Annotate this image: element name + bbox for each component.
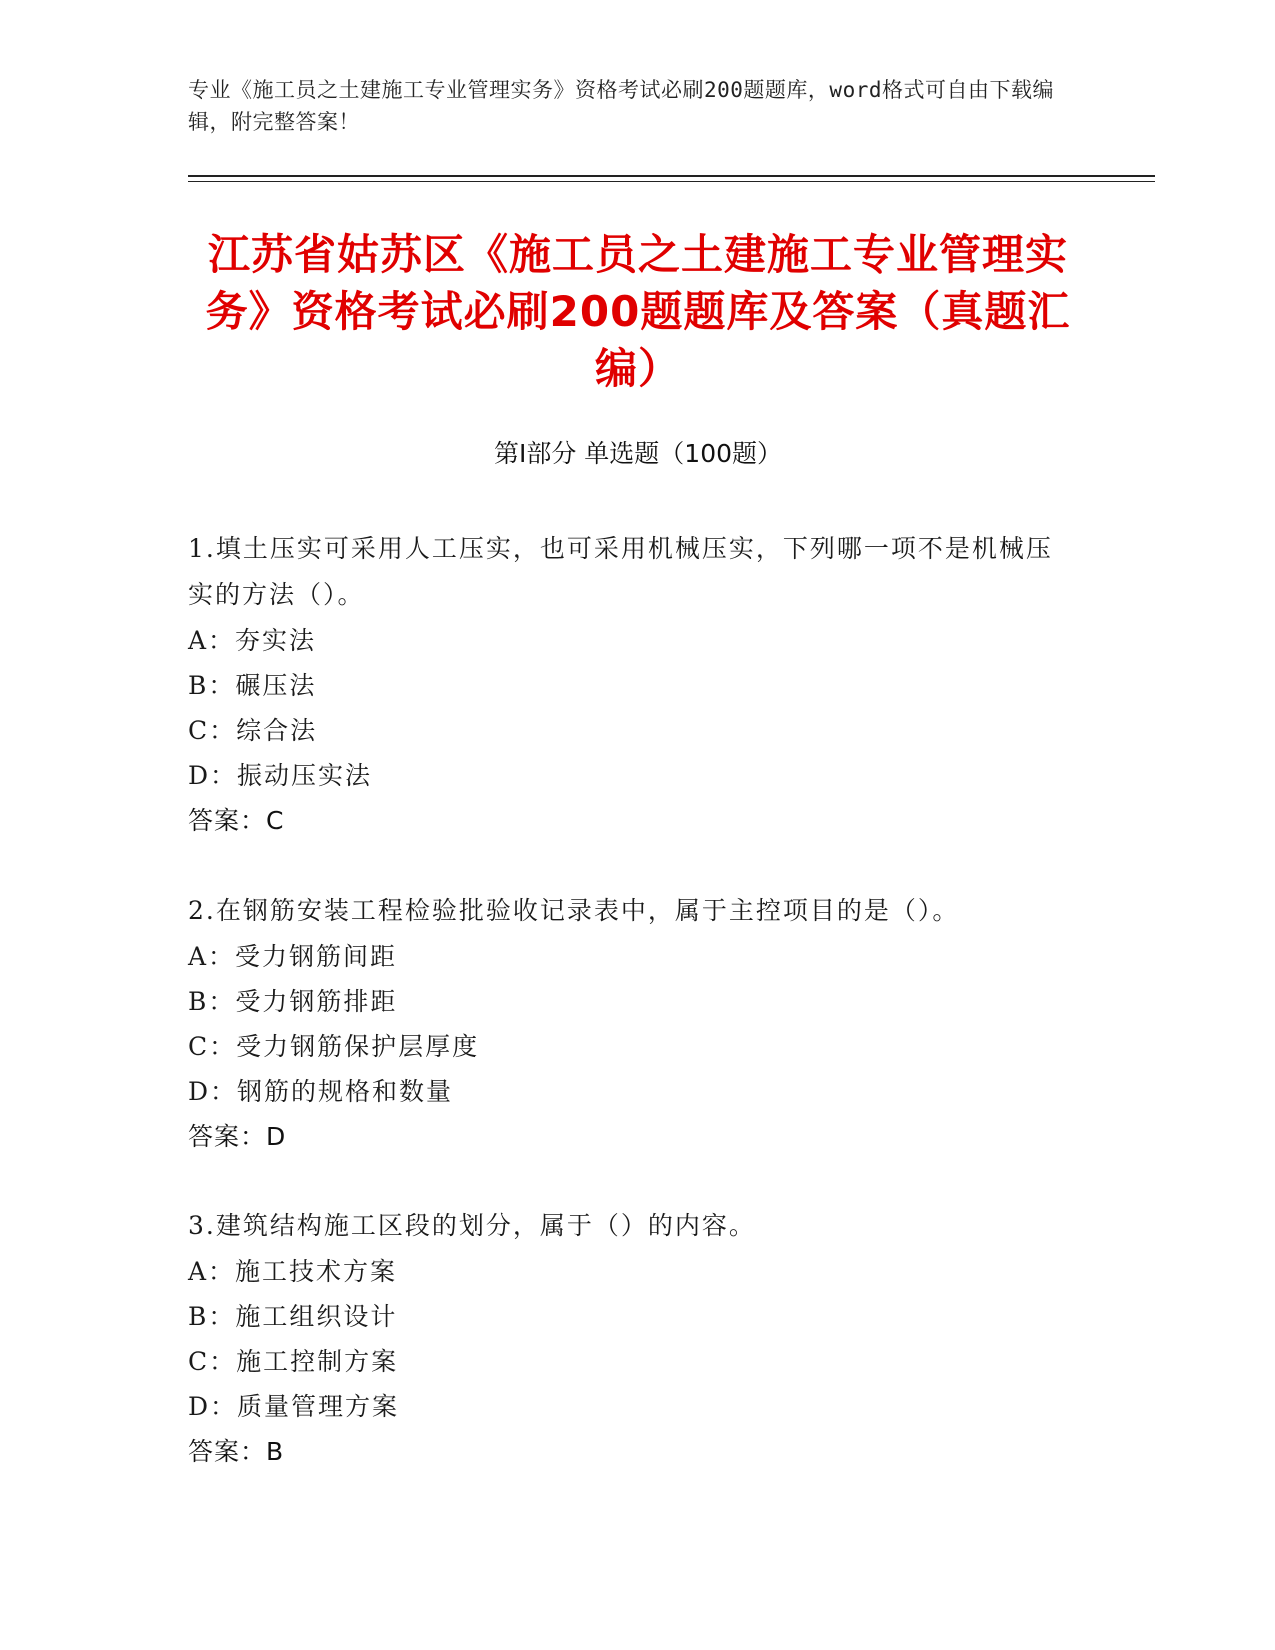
option-b: B：受力钢筋排距 xyxy=(188,987,398,1016)
header-divider-thin xyxy=(188,181,1155,182)
answer: 答案：D xyxy=(188,1122,287,1151)
question-3 xyxy=(188,1203,1068,1475)
option-b: B：碾压法 xyxy=(188,671,317,700)
option-c: C：综合法 xyxy=(188,716,318,745)
option-a: A：受力钢筋间距 xyxy=(188,942,398,971)
header-note: 专业《施工员之土建施工专业管理实务》资格考试必刷200题题库，word格式可自由下载编辑，附完整答案！ xyxy=(188,78,1054,134)
question-stem: 1.填土压实可采用人工压实，也可采用机械压实，下列哪一项不是机械压实的方法（）。 xyxy=(188,534,1053,609)
header-divider-thick xyxy=(188,175,1155,177)
option-a: A：施工技术方案 xyxy=(188,1257,398,1286)
answer: 答案：C xyxy=(188,806,285,835)
answer: 答案：B xyxy=(188,1437,285,1466)
option-a: A：夯实法 xyxy=(188,626,317,655)
option-b: B：施工组织设计 xyxy=(188,1302,398,1331)
option-d: D：钢筋的规格和数量 xyxy=(188,1077,454,1106)
option-d: D：振动压实法 xyxy=(188,761,373,790)
option-c: C：受力钢筋保护层厚度 xyxy=(188,1032,480,1061)
question-stem: 3.建筑结构施工区段的划分，属于（）的内容。 xyxy=(188,1211,756,1240)
question-1 xyxy=(188,526,1068,844)
option-d: D：质量管理方案 xyxy=(188,1392,400,1421)
question-2 xyxy=(188,888,1068,1160)
document-title: 江苏省姑苏区《施工员之土建施工专业管理实务》资格考试必刷200题题库及答案（真题汇编） xyxy=(205,230,1071,393)
question-stem: 2.在钢筋安装工程检验批验收记录表中，属于主控项目的是（）。 xyxy=(188,896,960,925)
option-c: C：施工控制方案 xyxy=(188,1347,399,1376)
section-title: 第Ⅰ部分 单选题（100题） xyxy=(493,439,783,468)
